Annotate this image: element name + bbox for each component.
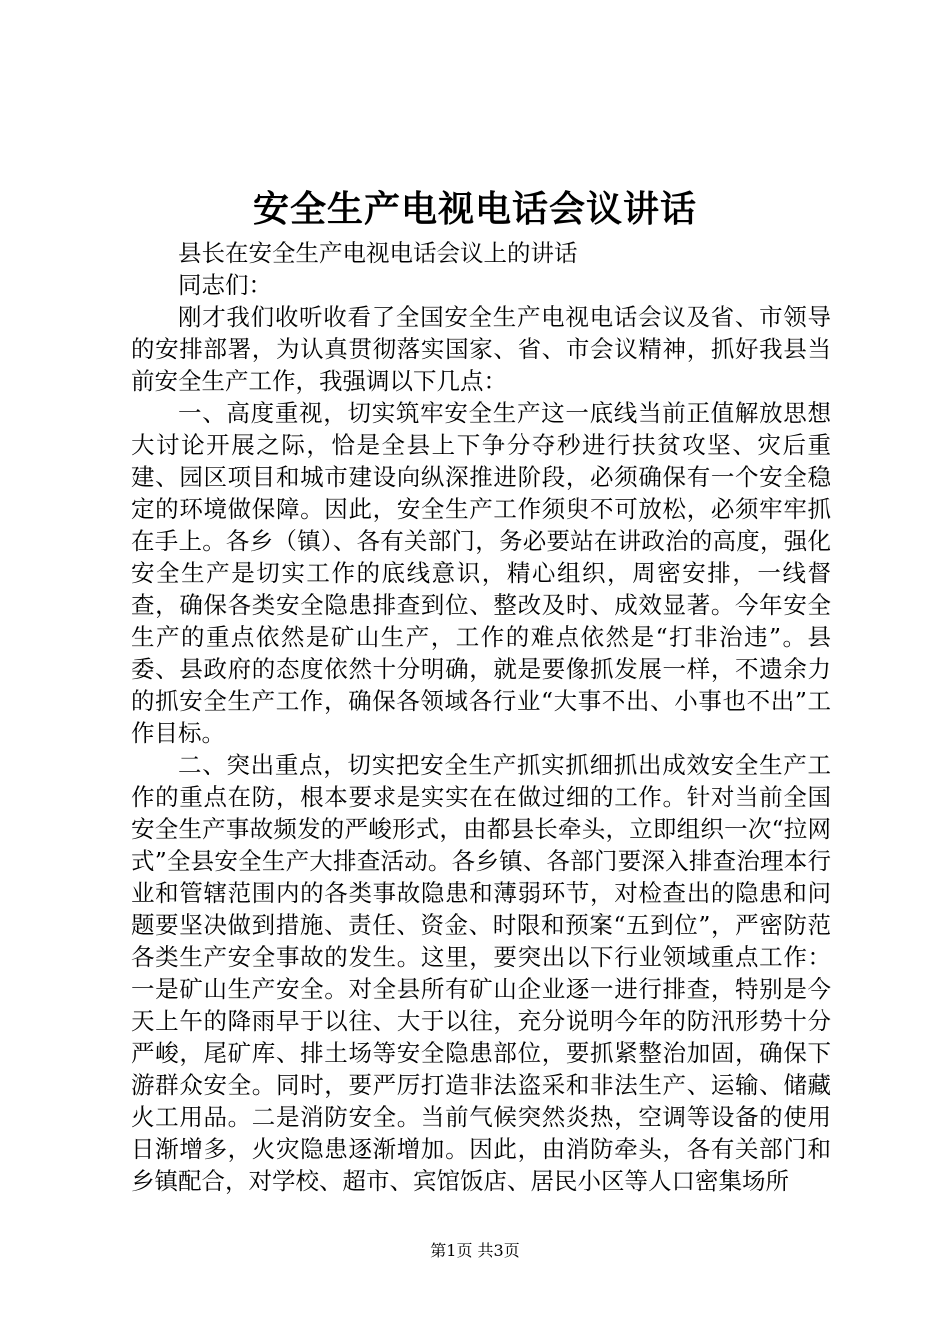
salutation-paragraph: 同志们：: [178, 271, 272, 299]
subtitle-paragraph: 县长在安全生产电视电话会议上的讲话: [178, 239, 578, 267]
document-title: 安全生产电视电话会议讲话: [252, 188, 697, 230]
intro-paragraph: 刚才我们收听收看了全国安全生产电视电话会议及省、市领导的安排部署，为认真贯彻落实国家、省、市会议精神，抓好我县当前安全生产工作，我强调以下几点：: [131, 303, 831, 395]
section-two-paragraph: 二、突出重点，切实把安全生产抓实抓细抓出成效安全生产工作的重点在防，根本要求是实实在在做过细的工作。针对当前全国安全生产事故频发的严峻形式，由都县长牵头，立即组织一次“拉网式”全县安全生产大排查活动。各乡镇、各部门要深入排查治理本行业和管辖范围内的各类事故隐患和薄弱环节，对检查出的隐患和问题要坚决做到措施、责任、资金、时限和预案“五到位”，严密防范各类生产安全事故的发生。这里，要突出以下行业领域重点工作：一是矿山生产安全。对全县所有矿山企业逐一进行排查，特别是今天上午的降雨早于以往、大于以往，充分说明今年的防汛形势十分严峻，尾矿库、排土场等安全隐患部位，要抓紧整治加固，确保下游群众安全。同时，要严厉打造非法盗采和非法生产、运输、储藏火工用品。二是消防安全。当前气候突然炎热，空调等设备的使用日渐增多，火灾隐患逐渐增加。因此，由消防牵头，各有关部门和乡镇配合，对学校、超市、宾馆饭店、居民小区等人口密集场所: [131, 751, 831, 1195]
page-number-footer: 第1页 共3页: [430, 1241, 520, 1260]
document-body: [131, 237, 831, 1197]
section-one-paragraph: 一、高度重视，切实筑牢安全生产这一底线当前正值解放思想大讨论开展之际，恰是全县上下争分夺秒进行扶贫攻坚、灾后重建、园区项目和城市建设向纵深推进阶段，必须确保有一个安全稳定的环境做保障。因此，安全生产工作须臾不可放松，必须牢牢抓在手上。各乡（镇）、各有关部门，务必要站在讲政治的高度，强化安全生产是切实工作的底线意识，精心组织，周密安排，一线督查，确保各类安全隐患排查到位、整改及时、成效显著。今年安全生产的重点依然是矿山生产，工作的难点依然是“打非治违”。县委、县政府的态度依然十分明确，就是要像抓发展一样，不遗余力的抓安全生产工作，确保各领域各行业“大事不出、小事也不出”工作目标。: [131, 399, 831, 747]
